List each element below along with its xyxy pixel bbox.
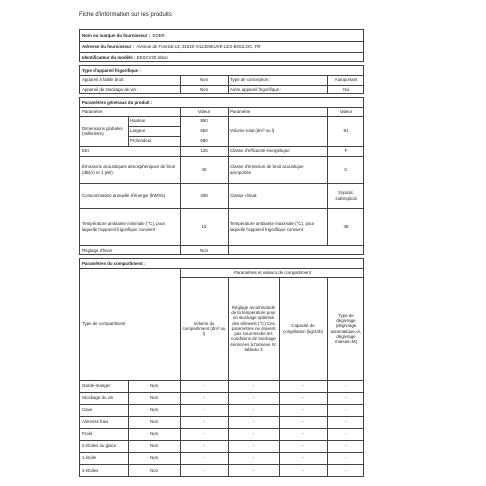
address-value: Avenue de Fonréal 13, 31620 VILLENEUVE-LES-BOULOC, FR (136, 43, 261, 49)
depth-label: Profondeur (130, 138, 152, 144)
other-appliance-value: Oui (342, 87, 350, 93)
eei-label: EEI (82, 148, 90, 154)
compartment-name: Cave (82, 407, 93, 413)
energy-class-value: F (344, 148, 348, 154)
wine-storage-label: Appareil de stockage de vin : (82, 87, 139, 93)
noise-value: 40 (201, 166, 207, 172)
width-value: 550 (200, 128, 208, 134)
col-capacity-header: Capacité de congélation (kg/24h) (283, 323, 323, 334)
supplier-address-row (80, 41, 364, 52)
compartment-table (79, 258, 364, 477)
compartment-name: 1 étoile (82, 455, 97, 461)
noise-class-value: C (344, 166, 348, 172)
consumption-label: Consommation annuelle d'énergie (kWh/a) (82, 192, 166, 198)
compartment-present: Non (149, 443, 159, 449)
type-table (79, 65, 364, 94)
compartment-temperature: - (252, 443, 255, 449)
compartment-group-header: Paramètres et valeurs de compartiment (234, 269, 311, 275)
climate-value: tropical, subtropical (335, 190, 357, 201)
compartment-volume: - (203, 407, 205, 413)
col-value-right: Valeur (339, 108, 353, 114)
compartment-capacity: - (302, 443, 304, 449)
model-value: EESCV25 blanc (136, 54, 169, 60)
winter-value: Non (199, 247, 209, 253)
compartment-volume: - (203, 455, 205, 461)
address-label: Adresse du fournisseur : (82, 43, 134, 49)
compartment-name: Aliments frais (82, 419, 109, 425)
compartment-defrost: - (345, 407, 347, 413)
tmax-label: Température ambiante maximale (°C), pour laquelle l'appareil frigorifique convient (230, 221, 315, 232)
compartment-defrost: - (345, 395, 347, 401)
compartment-present: Non (149, 419, 159, 425)
compartment-capacity: - (302, 407, 304, 413)
compartment-type-header: Type de compartiment (82, 321, 126, 327)
compartment-name: Stockage du vin (82, 395, 114, 401)
brand-value: EDER (152, 32, 165, 38)
compartment-volume: - (203, 395, 205, 401)
tmax-value: 38 (343, 223, 349, 229)
general-heading: Paramètres généraux du produit : (82, 99, 153, 105)
compartment-name: Garde-manger (82, 383, 111, 389)
col-temperature-header: Réglage recommandé de la température pour un stockage optimisé des aliments (°C) Ces paramètres ne doivent pas sous-tendre les conditions de stockage énoncées à l'annexe IV, tableau 3 (230, 305, 277, 352)
col-param-right: Paramètre (230, 108, 251, 114)
compartment-defrost: - (345, 455, 347, 461)
brand-label: Nom ou marque du fournisseur : (82, 32, 151, 38)
volume-value: 91 (343, 128, 349, 134)
compartment-name: 0 étoiles ou glace (82, 443, 117, 449)
compartment-defrost: - (345, 431, 347, 437)
general-parameters-table (79, 97, 364, 255)
compartment-temperature: - (252, 468, 255, 474)
type-heading: Type d'appareil frigorifique : (82, 67, 141, 73)
compartment-present: Non (149, 468, 159, 474)
height-value: 850 (200, 118, 208, 124)
compartment-volume: - (203, 443, 205, 449)
climate-label: Classe climat: (230, 192, 258, 198)
winter-label: Réglage d'hiver (82, 247, 113, 253)
design-type-label: Type de conception : (230, 77, 271, 83)
page-title: Fiche d'information sur les produits (79, 12, 172, 18)
compartment-present: Non (149, 431, 159, 437)
compartment-temperature: - (252, 455, 255, 461)
compartment-present: Non (149, 383, 159, 389)
tmin-label: Température ambiante minimale (°C), pour laquelle l'appareil frigorifique convient (82, 221, 166, 232)
noise-class-label: Classe d'émission de bruit acoustique aéroportée (230, 164, 304, 175)
compartment-present: Non (149, 407, 159, 413)
compartment-defrost: - (345, 383, 347, 389)
compartment-capacity: - (302, 383, 304, 389)
low-noise-value: Non (199, 77, 209, 83)
col-volume-header: Volume du compartiment (dm³ ou l) (182, 320, 226, 337)
low-noise-label: Appareil à faible bruit : (82, 77, 126, 83)
design-type-value: Autoportant (334, 77, 358, 83)
col-defrost-header: Type de dégivrage (dégivrage automatique=A, dégivrage manuel=M) (330, 312, 362, 344)
compartment-capacity: - (302, 468, 304, 474)
width-label: Largeur (130, 128, 146, 134)
compartment-present: Non (149, 455, 159, 461)
compartment-volume: - (203, 419, 205, 425)
volume-label: Volume total (dm³ ou l) (230, 128, 275, 134)
compartment-heading: Paramètres du compartiment : (82, 260, 146, 266)
compartment-temperature: - (252, 419, 255, 425)
compartment-defrost: - (345, 468, 347, 474)
compartment-temperature: - (252, 395, 255, 401)
compartment-volume: - (203, 468, 205, 474)
product-fiche (79, 9, 364, 477)
compartment-volume: - (203, 431, 205, 437)
col-value-left: Valeur (197, 108, 211, 114)
dimensions-label: Dimensions globales (millimètre) (82, 125, 123, 136)
compartment-temperature: - (252, 407, 255, 413)
height-label: Hauteur (130, 118, 146, 124)
compartment-volume: - (203, 383, 205, 389)
compartment-defrost: - (345, 419, 347, 425)
compartment-name: 2 étoiles (82, 468, 99, 474)
tmin-value: 16 (201, 223, 207, 229)
compartment-capacity: - (302, 419, 304, 425)
compartment-capacity: - (302, 395, 304, 401)
compartment-name: Froid (82, 431, 93, 437)
other-appliance-label: Autre appareil frigorifique : (230, 87, 282, 93)
compartment-present: Non (149, 395, 159, 401)
compartment-defrost: - (345, 443, 347, 449)
consumption-value: 208 (200, 192, 208, 198)
compartment-capacity: - (302, 455, 304, 461)
depth-value: 580 (200, 138, 208, 144)
compartment-temperature: - (252, 383, 255, 389)
noise-label: Émissions acoustiques atmosphériques de bruit (dB(A) re 1 pW) (82, 164, 175, 175)
eei-value: 125 (200, 148, 208, 154)
model-label: Identificateur du modèle : (82, 54, 136, 60)
supplier-table (79, 29, 364, 62)
supplier-brand-row (80, 30, 364, 41)
compartment-capacity: - (302, 431, 304, 437)
col-param-left: Paramètre (82, 108, 103, 114)
compartment-temperature: - (252, 431, 255, 437)
wine-storage-value: Non (199, 87, 209, 93)
energy-class-label: Classe d'efficacité énergétique (230, 148, 290, 154)
supplier-model-row (80, 52, 364, 62)
